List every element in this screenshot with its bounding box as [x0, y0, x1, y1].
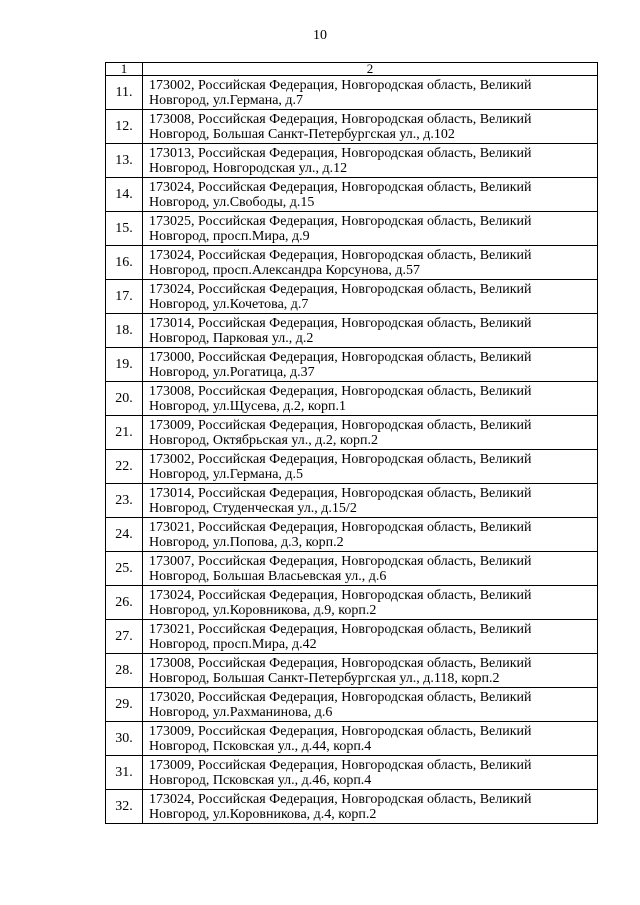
- table-row: [106, 654, 598, 688]
- address-line-2: Новгород, Большая Санкт-Петербургская ул., д.118, корп.2: [149, 670, 500, 686]
- table-row: [106, 756, 598, 790]
- table-row: [106, 722, 598, 756]
- table-row: [106, 484, 598, 518]
- row-number: 12.: [106, 110, 143, 144]
- address-line-1: 173008, Российская Федерация, Новгородская область, Великий: [149, 383, 532, 399]
- address-line-2: Новгород, Большая Санкт-Петербургская ул., д.102: [149, 126, 455, 142]
- table-body: [106, 76, 598, 824]
- address-line-2: Новгород, Псковская ул., д.44, корп.4: [149, 738, 372, 754]
- address-cell: [143, 76, 598, 110]
- table-header-row: [106, 63, 598, 76]
- row-number: 22.: [106, 450, 143, 484]
- address-line-2: Новгород, Большая Власьевская ул., д.6: [149, 568, 387, 584]
- address-line-1: 173024, Российская Федерация, Новгородская область, Великий: [149, 247, 532, 263]
- table-row: [106, 314, 598, 348]
- address-cell: [143, 620, 598, 654]
- address-line-2: Новгород, ул.Германа, д.7: [149, 92, 304, 108]
- row-number: 26.: [106, 586, 143, 620]
- table-row: [106, 382, 598, 416]
- address-line-1: 173025, Российская Федерация, Новгородская область, Великий: [149, 213, 532, 229]
- address-line-1: 173002, Российская Федерация, Новгородская область, Великий: [149, 77, 532, 93]
- row-number: 13.: [106, 144, 143, 178]
- address-line-2: Новгород, ул.Коровникова, д.4, корп.2: [149, 806, 377, 822]
- address-line-1: 173013, Российская Федерация, Новгородская область, Великий: [149, 145, 532, 161]
- address-line-1: 173024, Российская Федерация, Новгородская область, Великий: [149, 587, 532, 603]
- address-line-2: Новгород, ул.Щусева, д.2, корп.1: [149, 398, 346, 414]
- address-line-2: Новгород, Парковая ул., д.2: [149, 330, 314, 346]
- address-cell: [143, 552, 598, 586]
- address-line-2: Новгород, ул.Свободы, д.15: [149, 194, 315, 210]
- address-line-1: 173009, Российская Федерация, Новгородская область, Великий: [149, 723, 532, 739]
- table-row: [106, 348, 598, 382]
- address-line-1: 173008, Российская Федерация, Новгородская область, Великий: [149, 111, 532, 127]
- address-line-1: 173007, Российская Федерация, Новгородская область, Великий: [149, 553, 532, 569]
- table-row: [106, 246, 598, 280]
- row-number: 14.: [106, 178, 143, 212]
- address-cell: [143, 790, 598, 824]
- address-line-2: Новгород, ул.Попова, д.3, корп.2: [149, 534, 344, 550]
- address-line-1: 173000, Российская Федерация, Новгородская область, Великий: [149, 349, 532, 365]
- address-cell: [143, 314, 598, 348]
- address-line-1: 173014, Российская Федерация, Новгородская область, Великий: [149, 315, 532, 331]
- column-header-number: 1: [106, 63, 143, 76]
- table-row: [106, 450, 598, 484]
- address-cell: [143, 212, 598, 246]
- address-cell: [143, 280, 598, 314]
- table-row: [106, 586, 598, 620]
- address-line-1: 173024, Российская Федерация, Новгородская область, Великий: [149, 179, 532, 195]
- table-row: [106, 790, 598, 824]
- table-row: [106, 518, 598, 552]
- row-number: 11.: [106, 76, 143, 110]
- address-line-2: Новгород, ул.Рогатица, д.37: [149, 364, 315, 380]
- address-line-1: 173024, Российская Федерация, Новгородская область, Великий: [149, 791, 532, 807]
- address-line-2: Новгород, Октябрьская ул., д.2, корп.2: [149, 432, 378, 448]
- address-line-2: Новгород, Псковская ул., д.46, корп.4: [149, 772, 372, 788]
- address-cell: [143, 586, 598, 620]
- row-number: 19.: [106, 348, 143, 382]
- address-line-1: 173008, Российская Федерация, Новгородская область, Великий: [149, 655, 532, 671]
- address-line-1: 173009, Российская Федерация, Новгородская область, Великий: [149, 757, 532, 773]
- address-cell: [143, 450, 598, 484]
- row-number: 17.: [106, 280, 143, 314]
- row-number: 25.: [106, 552, 143, 586]
- address-line-2: Новгород, ул.Рахманинова, д.6: [149, 704, 333, 720]
- address-cell: [143, 484, 598, 518]
- address-cell: [143, 348, 598, 382]
- address-cell: [143, 518, 598, 552]
- table-row: [106, 212, 598, 246]
- table-row: [106, 110, 598, 144]
- row-number: 31.: [106, 756, 143, 790]
- table-row: [106, 620, 598, 654]
- address-cell: [143, 654, 598, 688]
- table-row: [106, 280, 598, 314]
- table-row: [106, 688, 598, 722]
- row-number: 24.: [106, 518, 143, 552]
- row-number: 20.: [106, 382, 143, 416]
- table-row: [106, 416, 598, 450]
- address-line-2: Новгород, просп.Мира, д.9: [149, 228, 310, 244]
- address-line-1: 173009, Российская Федерация, Новгородская область, Великий: [149, 417, 532, 433]
- address-cell: [143, 382, 598, 416]
- address-line-1: 173021, Российская Федерация, Новгородская область, Великий: [149, 621, 532, 637]
- address-line-1: 173020, Российская Федерация, Новгородская область, Великий: [149, 689, 532, 705]
- row-number: 15.: [106, 212, 143, 246]
- row-number: 29.: [106, 688, 143, 722]
- address-cell: [143, 178, 598, 212]
- row-number: 16.: [106, 246, 143, 280]
- row-number: 23.: [106, 484, 143, 518]
- table-row: [106, 76, 598, 110]
- address-line-2: Новгород, ул.Кочетова, д.7: [149, 296, 309, 312]
- address-line-2: Новгород, ул.Коровникова, д.9, корп.2: [149, 602, 377, 618]
- address-line-1: 173002, Российская Федерация, Новгородская область, Великий: [149, 451, 532, 467]
- table-row: [106, 552, 598, 586]
- address-line-2: Новгород, Студенческая ул., д.15/2: [149, 500, 357, 516]
- address-line-2: Новгород, просп.Мира, д.42: [149, 636, 317, 652]
- address-cell: [143, 246, 598, 280]
- row-number: 30.: [106, 722, 143, 756]
- table-row: [106, 144, 598, 178]
- row-number: 18.: [106, 314, 143, 348]
- row-number: 21.: [106, 416, 143, 450]
- address-cell: [143, 756, 598, 790]
- address-line-1: 173021, Российская Федерация, Новгородская область, Великий: [149, 519, 532, 535]
- address-line-1: 173014, Российская Федерация, Новгородская область, Великий: [149, 485, 532, 501]
- address-cell: [143, 722, 598, 756]
- address-line-2: Новгород, Новгородская ул., д.12: [149, 160, 348, 176]
- address-line-2: Новгород, просп.Александра Корсунова, д.57: [149, 262, 420, 278]
- column-header-address: 2: [143, 63, 598, 76]
- address-line-2: Новгород, ул.Германа, д.5: [149, 466, 304, 482]
- address-cell: [143, 688, 598, 722]
- address-cell: [143, 144, 598, 178]
- address-cell: [143, 416, 598, 450]
- address-cell: [143, 110, 598, 144]
- table-row: [106, 178, 598, 212]
- row-number: 27.: [106, 620, 143, 654]
- address-line-1: 173024, Российская Федерация, Новгородская область, Великий: [149, 281, 532, 297]
- row-number: 32.: [106, 790, 143, 824]
- row-number: 28.: [106, 654, 143, 688]
- address-table: [105, 62, 598, 824]
- page-number: 10: [313, 28, 327, 43]
